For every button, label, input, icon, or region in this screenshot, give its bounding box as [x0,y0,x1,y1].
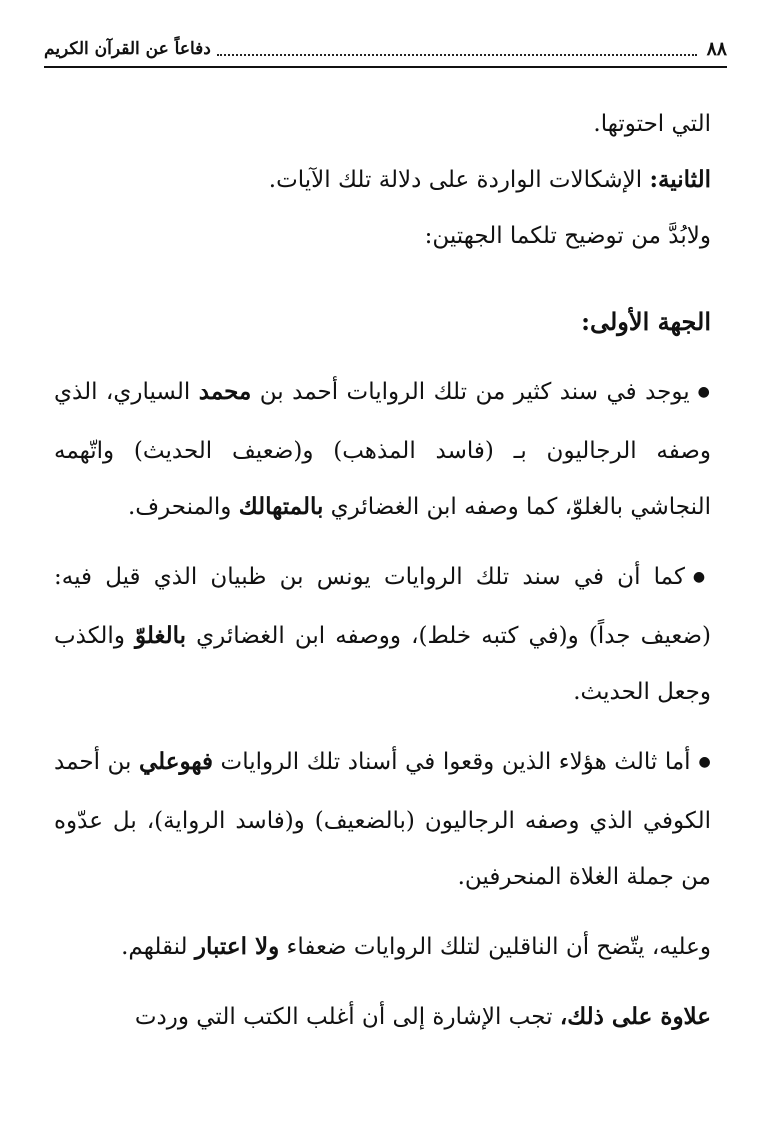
page-body [54,96,711,1045]
page-number: ٨٨ [706,38,727,60]
clarify-line: ولابُدَّ من توضيح تلكما الجهتين: [424,223,711,249]
section-heading-first: الجهة الأولى: [581,307,711,336]
bullet-paragraph-2: ● كما أن في سند تلك الروايات يونس بن ظبيان الذي قيل فيه: (ضعيف جداً) و(في كتبه خلط)، ووصفه ابن الغضائري بالغلوّ والكذب وجعل الحديث. [54,549,711,720]
bullet-paragraph-1: ● يوجد في سند كثير من تلك الروايات أحمد بن محمد السياري، الذي وصفه الرجاليون بـ (فاسد المذهب) و(ضعيف الحديث) واتّهمه النجاشي بالغلوّ، كما وصفه ابن الغضائري بالمتهالك والمنحرف. [54,364,711,535]
intro-line: التي احتوتها. [593,111,711,137]
bullet-paragraph-3: ● أما ثالث هؤلاء الذين وقعوا في أسناد تلك الروايات فهوعلي بن أحمد الكوفي الذي وصفه الرجاليون (بالضعيف) و(فاسد الرواية)، بل عدّوه من جملة الغلاة المنحرفين. [54,734,711,905]
running-header [44,34,727,64]
second-label: الثانية: [649,166,711,193]
header-rule [44,66,727,68]
conclusion-paragraph: وعليه، يتّضح أن الناقلين لتلك الروايات ضعفاء ولا اعتبار لنقلهم. [121,933,711,960]
book-title: دفاعاً عن القرآن الكريم [44,39,211,59]
continuation-paragraph: علاوة على ذلك، تجب الإشارة إلى أن أغلب الكتب التي وردت [134,1003,711,1030]
second-point: الثانية: الإشكالات الواردة على دلالة تلك الآيات. [268,166,711,193]
header-dot-leader [217,42,697,56]
